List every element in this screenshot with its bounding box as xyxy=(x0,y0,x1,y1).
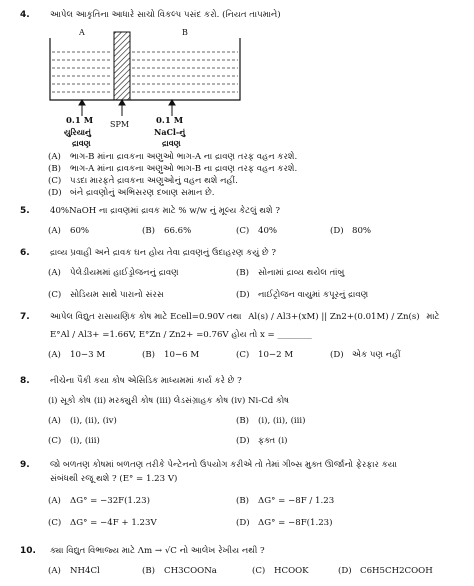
question-text: આપેલ આકૃતિના આધારે સાચો વિકલ્પ પસંદ કરો. (નિયત તાપમાને) xyxy=(50,10,281,20)
question-tail: માટે xyxy=(426,312,440,322)
question-text-line2: E°Al / Al3+ =1.66V, E°Zn / Zn2+ =0.76V હોય તો x = ________ xyxy=(50,330,312,340)
q9-option-a[interactable]: (A) ΔG° = −32F(1.23) xyxy=(48,496,150,506)
label-b: B xyxy=(182,28,188,37)
q4-option-c[interactable]: (C) પડદા મારફતે દ્રાવકના અણુઓનું વહન થશે નહીં. xyxy=(48,176,238,186)
right-solution-name: NaCl-નું xyxy=(154,127,186,137)
question-number: 4. xyxy=(20,10,30,20)
q9-option-d[interactable]: (D) ΔG° = −8F(1.23) xyxy=(236,518,333,528)
cell-notation: Al(s) / Al3+(xM) || Zn2+(0.01M) / Zn(s) xyxy=(248,312,420,322)
right-concentration: 0.1 M xyxy=(156,116,184,126)
spm-label: SPM xyxy=(110,120,130,129)
q6-option-a[interactable]: (A) પેલેડીયમમાં હાઈડ્રોજનનું દ્રાવણ xyxy=(48,268,179,278)
q5-option-b[interactable]: (B) 66.6% xyxy=(142,226,192,236)
left-solution-sub: દ્રાવણ xyxy=(72,138,91,148)
question-text-line2: સંબંધથી રજૂ થશે ? (E° = 1.23 V) xyxy=(50,474,178,484)
q10-option-d[interactable]: (D) C6H5CH2COOH xyxy=(338,566,433,576)
left-solution-name: યુરિયાનું xyxy=(64,127,91,137)
question-number: 6. xyxy=(20,248,30,258)
q8-option-c[interactable]: (C) (i), (iii) xyxy=(48,436,100,446)
q7-option-b[interactable]: (B) 10−6 M xyxy=(142,350,200,360)
q7-option-d[interactable]: (D) એક પણ નહીં xyxy=(330,350,401,360)
question-number: 9. xyxy=(20,460,30,470)
q6-option-d[interactable]: (D) નાઈટ્રોજન વાયુમાં કપૂરનું દ્રાવણ xyxy=(236,290,369,300)
q10-option-b[interactable]: (B) CH3COONa xyxy=(142,566,217,576)
left-concentration: 0.1 M xyxy=(66,116,94,126)
osmosis-diagram xyxy=(44,30,244,150)
q5-option-d[interactable]: (D) 80% xyxy=(330,226,372,236)
q9-option-c[interactable]: (C) ΔG° = −4F + 1.23V xyxy=(48,518,157,528)
q4-option-a[interactable]: (A) ભાગ-B માંના દ્રાવકના અણુઓ ભાગ-A ના દ્રાવણ તરફ વહન કરશે. xyxy=(48,152,298,162)
q4-option-b[interactable]: (B) ભાગ-A માંના દ્રાવકના અણુઓ ભાગ-B ના દ્રાવણ તરફ વહન કરશે. xyxy=(48,164,298,174)
question-text: 40%NaOH ના દ્રાવણમાં દ્રાવક માટે % w/w નું મૂલ્ય કેટલું થશે ? xyxy=(50,206,280,216)
q7-option-c[interactable]: (C) 10−2 M xyxy=(236,350,294,360)
question-text: દ્રાવ્ય પ્રવાહી અને દ્રાવક ઘન હોય તેવા દ્રાવણનું ઉદાહરણ કયું છે ? xyxy=(50,248,276,258)
q10-option-c[interactable]: (C) HCOOK xyxy=(252,566,309,576)
right-solution-sub: દ્રાવણ xyxy=(162,138,181,148)
question-text: જો બળતણ કોષમાં બળતણ તરીકે પેન્ટેનનો ઉપયોગ કરીએ તો તેમાં ગીબ્સ મુક્ત ઊર્જાનો ફેરફાર કયા xyxy=(50,460,397,470)
question-text: ક્યા વિદ્યુત વિભાજ્ય માટે Λm → √C નો આલેખ રેખીય નથી ? xyxy=(50,546,265,556)
q5-option-a[interactable]: (A) 60% xyxy=(48,226,90,236)
q8-option-d[interactable]: (D) ફક્ત (i) xyxy=(236,436,288,446)
q6-option-b[interactable]: (B) સોનામાં દ્રાવ્ય થયેલ તાંબુ xyxy=(236,268,345,278)
q8-option-a[interactable]: (A) (i), (ii), (iv) xyxy=(48,416,117,426)
q5-option-c[interactable]: (C) 40% xyxy=(236,226,278,236)
question-text: નીચેના પૈકી કયા કોષ એસિડિક માધ્યમમાં કાર્ય કરે છે ? xyxy=(50,376,242,386)
question-text: આપેલ વિદ્યુત રાસાયણિક કોષ માટે Ecell=0.90V તથા xyxy=(50,312,242,322)
question-number: 5. xyxy=(20,206,30,216)
question-number: 8. xyxy=(20,376,30,386)
q6-option-c[interactable]: (C) સોડિયમ સાથે પારાનો સંરસ xyxy=(48,290,164,300)
q8-option-b[interactable]: (B) (i), (ii), (iii) xyxy=(236,416,306,426)
q10-option-a[interactable]: (A) NH4Cl xyxy=(48,566,100,576)
question-number: 10. xyxy=(20,546,36,556)
q4-option-d[interactable]: (D) બંને દ્રાવણોનું અભિસરણ દબાણ સમાન છે. xyxy=(48,188,215,198)
label-a: A xyxy=(79,28,85,37)
q9-option-b[interactable]: (B) ΔG° = −8F / 1.23 xyxy=(236,496,335,506)
q7-option-a[interactable]: (A) 10−3 M xyxy=(48,350,106,360)
q8-items: (i) સૂકો કોષ (ii) મરક્યુરી કોષ (iii) લેડસંગ્રાહક કોષ (iv) Ni-Cd કોષ xyxy=(48,396,290,406)
question-number: 7. xyxy=(20,312,30,322)
